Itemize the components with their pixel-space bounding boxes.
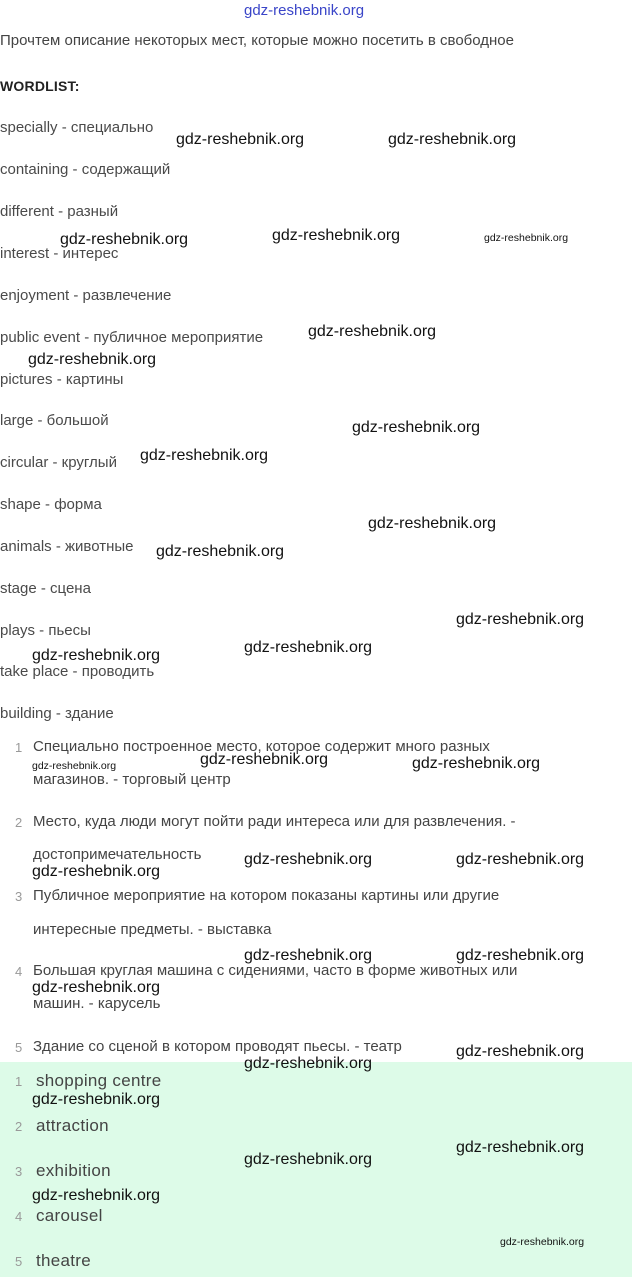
watermark: gdz-reshebnik.org [32, 863, 161, 880]
watermark: gdz-reshebnik.org [32, 979, 161, 996]
watermark: gdz-reshebnik.org [388, 131, 517, 148]
intro-text: Прочтем описание некоторых мест, которые можно посетить в свободное [0, 32, 514, 49]
watermark: gdz-reshebnik.org [456, 851, 585, 868]
watermark: gdz-reshebnik.org [352, 419, 481, 436]
definition-line: Публичное мероприятие на котором показаны картины или другие [33, 887, 500, 904]
wordlist-title: WORDLIST: [0, 78, 80, 94]
wordlist-item: different - разный [0, 203, 119, 220]
answer-number: 4 [15, 1209, 23, 1224]
definition-line: Большая круглая машина с сидениями, часто в форме животных или [33, 962, 518, 979]
definition-line: интересные предметы. - выставка [33, 921, 272, 938]
watermark: gdz-reshebnik.org [32, 1187, 161, 1204]
wordlist-item: enjoyment - развлечение [0, 287, 172, 304]
watermark: gdz-reshebnik.org [244, 639, 373, 656]
wordlist-item: animals - животные [0, 538, 134, 555]
wordlist-item: shape - форма [0, 496, 102, 513]
watermark-top: gdz-reshebnik.org [244, 2, 365, 19]
watermark: gdz-reshebnik.org [244, 1055, 373, 1072]
answer-number: 3 [15, 1164, 23, 1179]
watermark: gdz-reshebnik.org [368, 515, 497, 532]
wordlist-item: building - здание [0, 705, 114, 722]
definition-number: 1 [15, 740, 23, 755]
answer-text: exhibition [36, 1161, 111, 1180]
wordlist-item: containing - содержащий [0, 161, 171, 178]
definition-line: достопримечательность [33, 846, 202, 863]
definition-number: 4 [15, 964, 23, 979]
wordlist-item: pictures - картины [0, 371, 124, 388]
watermark: gdz-reshebnik.org [244, 947, 373, 964]
wordlist-item: plays - пьесы [0, 622, 91, 639]
watermark: gdz-reshebnik.org [28, 351, 157, 368]
watermark: gdz-reshebnik.org [412, 755, 541, 772]
watermark: gdz-reshebnik.org [244, 851, 373, 868]
definition-line: Здание со сценой в котором проводят пьесы. - театр [33, 1038, 402, 1055]
wordlist-item: stage - сцена [0, 580, 91, 597]
definition-number: 3 [15, 889, 23, 904]
wordlist-item: take place - проводить [0, 663, 155, 680]
wordlist-item: circular - круглый [0, 454, 117, 471]
wordlist-item: large - большой [0, 412, 109, 429]
answer-number: 5 [15, 1254, 23, 1269]
answer-number: 1 [15, 1074, 23, 1089]
watermark: gdz-reshebnik.org [456, 1139, 585, 1156]
watermark: gdz-reshebnik.org [32, 760, 117, 772]
answer-text: theatre [36, 1251, 92, 1270]
watermark: gdz-reshebnik.org [200, 751, 329, 768]
watermark: gdz-reshebnik.org [484, 232, 569, 244]
watermark: gdz-reshebnik.org [244, 1151, 373, 1168]
watermark: gdz-reshebnik.org [500, 1236, 585, 1248]
definition-line: Место, куда люди могут пойти ради интереса или для развлечения. - [33, 813, 516, 830]
definition-line: машин. - карусель [33, 995, 161, 1012]
answer-number: 2 [15, 1119, 23, 1134]
wordlist-item: public event - публичное мероприятие [0, 329, 264, 346]
watermark: gdz-reshebnik.org [60, 231, 189, 248]
definition-number: 2 [15, 815, 23, 830]
watermark: gdz-reshebnik.org [156, 543, 285, 560]
watermark: gdz-reshebnik.org [32, 647, 161, 664]
definition-number: 5 [15, 1040, 23, 1055]
answer-text: attraction [36, 1116, 109, 1135]
watermark: gdz-reshebnik.org [272, 227, 401, 244]
watermark: gdz-reshebnik.org [456, 1043, 585, 1060]
wordlist-item: interest - интерес [0, 245, 119, 262]
watermark: gdz-reshebnik.org [456, 611, 585, 628]
watermark: gdz-reshebnik.org [456, 947, 585, 964]
answer-text: carousel [36, 1206, 103, 1225]
watermark: gdz-reshebnik.org [308, 323, 437, 340]
wordlist-item: specially - специально [0, 119, 154, 136]
watermark: gdz-reshebnik.org [140, 447, 269, 464]
watermark: gdz-reshebnik.org [176, 131, 305, 148]
answer-text: shopping centre [36, 1071, 162, 1090]
definition-line: магазинов. - торговый центр [33, 771, 231, 788]
definition-line: Специально построенное место, которое содержит много разных [33, 738, 490, 755]
watermark: gdz-reshebnik.org [32, 1091, 161, 1108]
